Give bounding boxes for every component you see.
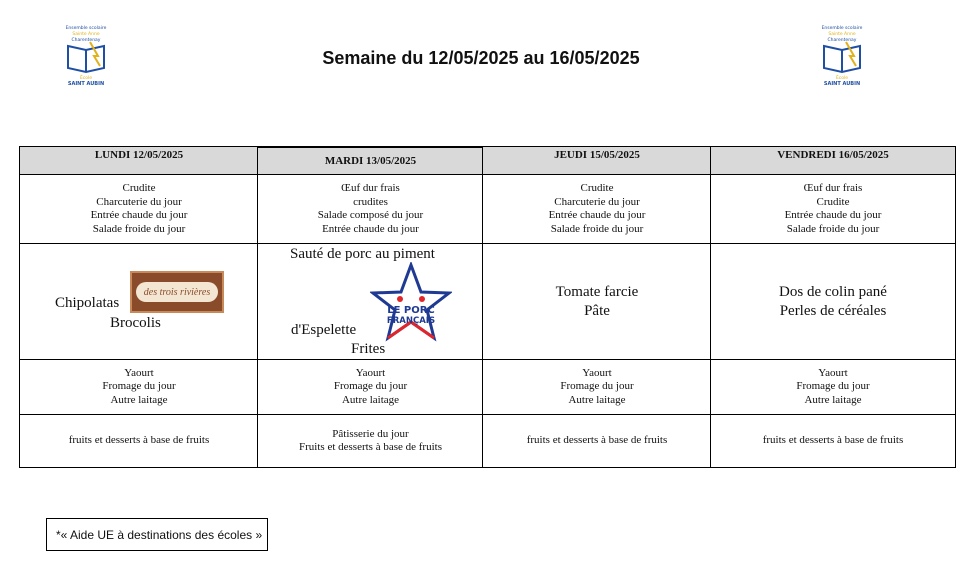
entree-item: Crudite [122,182,156,194]
menu-table [19,146,955,468]
entree-item: Entrée chaude du jour [548,209,646,221]
plat-item: Tomate farcie [555,283,639,300]
laitages-cell [483,360,711,415]
logo-text-1: Ensemble scolaire [821,26,863,31]
page-title: Semaine du 12/05/2025 au 16/05/2025 [322,48,640,68]
plat-cell [20,244,258,360]
logo-text-5: SAINT AUBIN [67,81,105,87]
entree-item: crudites [353,195,388,208]
entree-item: Charcuterie du jour [554,195,640,208]
entree-item: Entrée chaude du jour [322,222,419,235]
desserts-cell [711,415,955,468]
day-column-jeudi [482,146,711,468]
badge-text: des trois rivières [136,282,218,302]
dessert-item: fruits et desserts à base de fruits [762,434,904,447]
logo-text-5: SAINT AUBIN [823,81,861,87]
entrees-cell [20,175,258,244]
desserts-cell [20,415,258,468]
entree-item: Salade froide du jour [92,222,186,235]
entree-item: Œuf dur frais [341,182,400,194]
footnote-box: *« Aide UE à destinations des écoles » [46,518,268,551]
plat-item: Chipolatas [55,295,120,311]
school-logo-left [60,22,112,88]
badge-text-1: LE PORC [387,305,435,316]
laitage-item: Yaourt [582,366,612,379]
logo-text-1: Ensemble scolaire [65,26,107,31]
school-logo-right [816,22,868,88]
plat-item: Dos de colin pané [779,283,887,300]
day-column-lundi [19,146,258,468]
plat-item: Brocolis [110,315,161,331]
laitage-item: Autre laitage [341,393,400,406]
laitage-item: Fromage du jour [560,380,634,393]
laitages-cell [258,360,483,415]
day-header: LUNDI 12/05/2025 [20,146,258,175]
plat-item: Frites [351,341,386,357]
entree-item: Crudite [816,195,850,208]
laitage-item: Fromage du jour [102,380,176,393]
porc-francais-logo-icon [370,262,452,342]
dessert-item: fruits et desserts à base de fruits [526,434,668,447]
entree-item: Salade froide du jour [786,222,880,235]
entrees-cell [711,175,955,244]
entree-item: Salade froide du jour [550,222,644,235]
entree-item: Œuf dur frais [803,182,863,194]
entrees-cell [483,175,711,244]
plat-cell [711,244,955,360]
plat-cell [258,244,483,360]
plat-item: Pâte [584,302,610,319]
dessert-item: Fruits et desserts à base de fruits [299,441,442,453]
laitage-item: Autre laitage [568,393,626,406]
laitage-item: Autre laitage [804,393,862,406]
desserts-cell [483,415,711,468]
logo-text-4: École [79,76,93,81]
entree-item: Entrée chaude du jour [90,209,188,221]
plat-item: Sauté de porc au piment [290,246,435,262]
plat-item: d'Espelette [291,322,357,338]
laitage-item: Autre laitage [110,393,168,406]
desserts-cell [258,415,483,468]
entree-item: Entrée chaude du jour [784,209,882,221]
label-badge-trois-rivieres [130,271,224,313]
plat-item: Perles de céréales [779,302,887,319]
entree-item: Salade composé du jour [317,209,424,221]
entree-item: Crudite [580,182,614,194]
badge-text-2: FRANÇAIS [386,316,436,326]
laitages-cell [20,360,258,415]
dessert-item: fruits et desserts à base de fruits [68,434,210,447]
laitage-item: Fromage du jour [333,380,408,393]
laitage-item: Yaourt [818,366,848,379]
plat-cell [483,244,711,360]
laitage-item: Yaourt [355,366,386,379]
day-header: MARDI 13/05/2025 [258,146,483,175]
logo-text-4: École [835,76,849,81]
logo-text-3: Charentenay [71,38,101,43]
day-header: JEUDI 15/05/2025 [483,146,711,175]
logo-text-3: Charentenay [827,38,857,43]
laitage-item: Fromage du jour [796,380,870,393]
day-column-vendredi [710,146,956,468]
entree-item: Charcuterie du jour [96,195,182,208]
day-header: VENDREDI 16/05/2025 [711,146,955,175]
logo-text-2: Sainte Anne [72,32,100,37]
logo-text-2: Sainte Anne [828,32,856,37]
laitages-cell [711,360,955,415]
dessert-item: Pâtisserie du jour [332,427,409,440]
laitage-item: Yaourt [124,366,154,379]
day-column-mardi [257,146,483,468]
entrees-cell [258,175,483,244]
